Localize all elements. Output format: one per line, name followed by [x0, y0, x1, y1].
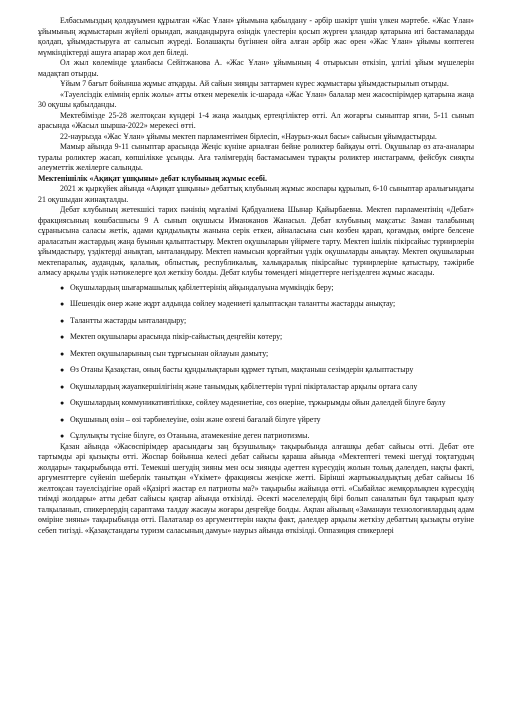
bullet-icon: ●: [60, 349, 65, 358]
list-item: ● Сұлулықты түсіне білуге, өз Отанына, атамекеніне деген патриотизмы.: [60, 431, 310, 440]
paragraph-independence-event: «Тәуелсіздік елімнің ерлік жолы» атты өткен мерекелік іс-шарада «Жас Ұлан» балалар мен жасөспірімдер қатарына жаңа 30 оқушы қабылданды.: [38, 89, 474, 109]
list-item: ● Оқушылардың жауапкершілігінің және танымдық қабілеттерін түрлі пікірталастар арқылы ортаға салу: [60, 381, 418, 391]
paragraph-club-description: Дебат клубының жетекшісі тарих пәнінің мұғалімі Қабдуалиева Шынар Қайырбаевна. Мектеп парламентінің «Дебат» фракциясының көшбасшысы 9 А сынып оқушысы Иманжанов Жанасыл. Дебат клубының мақсаты: Заман талабының сұранысына саласы жетік, адами құндылықты жанына серік еткен, айналасына сын көзбен қарап, қоғамдық өмірге белсене араласатын жастардың жаңа буынын қалыптастыру. Мектеп оқушыларын үйірмеге тарту. Мектеп ішілік пікірсайыс турнирлерін ұйымдастыру, үздіктерді анықтап, ынталандыру. Мектеп намысын қорғайтын үздік оқушыларды анықтау. Мектеп оқушыларын мектепаралық, аудандық, қалалық, облыстық, республикалық, халықаралық пікірсайыс турнирлеріне қатыстыру, тәжірибе алмасу арқылы үздік нәтижелерге қол жеткізу болды. Дебат клубы төмендегі міндеттерге негізделген жұмыс жасады.: [38, 205, 474, 277]
document-page: [38, 16, 474, 536]
paragraph-directions: Ұйым 7 бағыт бойынша жұмыс атқарды. Ай сайын зияңды заттармен күрес жұмыстары ұйымдастырылып отырды.: [60, 79, 449, 88]
paragraph-debates-summary: Қазан айында «Жасөспірімдер арасындағы заң бұзушылық» тақырыбында алғашқы дебат сайысы өтті. Дебат өте тартымды әрі қызықты өтті. Жоспар бойынша келесі дебат сайысы қараша айында «Мектептегі темекі шегуді тоқтатудың жолдары» тақырыбында өтті. Темекші шегудің зияны мен осы зиянды әдеттен күресудің жолын толық дәлелдеп, нақты факті, аргументтерге сүйеніп шеберлік танытқан «Үкімет» фракциясы жеңіске жетті. Бірінші жартыжылдықтың дебат сайысы 16 желтоқсан тәуелсіздігіне орай «Қазіргі жастар ел патриоты ма?» тақырыбы жайында өтті. «Сыбайлас жемқорлықпен күресудің тиімді жолдары» атты дебат сайысы қаңтар айында өткізілді. Әсекті мәселелердің бірі болып саналатын бұл тақырып қызу талқыланып, спикерлердің сараптама талдау жасауы жоғары деңгейде болды. Ақпан айының «Заманауи технологиялардың адам өміріне зияны» тақырыбында өтті. Палаталар өз аргументтерін нақты факт, дәлелдер арқылы жеткізу дебаттың қызықты өтуіне себеп тигізді. «Қазақстандағы туризм саласының дамуы» наурыз айында өткізілді. Оппазиция спикерлері: [38, 441, 474, 535]
list-item: ● Оқушылардың шығармашылық қабілеттерінің айқындалуына мүмкіндік беру;: [60, 282, 334, 292]
bullet-icon: ●: [60, 333, 65, 341]
bullet-icon: ●: [60, 316, 65, 325]
paragraph-new-year: Мектебімізде 25-28 желтоқсан күндері 1-4 жаңа жылдық ертеңгіліктер өтті. Ал жоғарғы сыныптар ягни, 5-11 сынып арасында «Жасыл шырша-2022» мерекесі өтті.: [38, 110, 474, 130]
objectives-list: [38, 283, 474, 442]
bullet-icon: ●: [60, 366, 65, 374]
list-item: ● Оқушының өзін – өзі тәрбиелеуіне, өзін және өзгені бағалай білуге үйрету: [60, 414, 321, 424]
list-item: ● Өз Отаны Қазақстан, оның басты құндылықтарын құрмет тұтып, мақтаныш сезімдерін қалыптастыру: [60, 365, 414, 374]
section-heading: Мектепішілік «Ақиқат ұшқыны» дебат клубының жұмыс есебі.: [38, 173, 267, 183]
bullet-icon: ●: [60, 399, 65, 407]
list-item: ● Мектеп оқушылары арасында пікір-сайыстың деңгейін көтеру;: [60, 332, 283, 341]
paragraph-sessions: Ол жыл көлемінде ұланбасы Сейітжанова А. «Жас Ұлан» ұйымының 4 отырысын өткізіп, ұлгілі ұйым мүшелерін мадақтап отырды.: [38, 58, 474, 78]
list-item: ● Мектеп оқушыларының сын тұрғысынан ойлауын дамыту;: [60, 348, 269, 358]
list-item: ● Оқушылардың коммуникативтілікке, сөйлеу мәдениетіне, сөз өнеріне, тұжырымды ойын дәлелдей білуге баулу: [60, 398, 446, 407]
bullet-icon: ●: [60, 300, 65, 308]
bullet-icon: ●: [60, 382, 65, 391]
bullet-icon: ●: [60, 415, 65, 424]
list-item: ● Шешендік өнер және жұрт алдында сөйлеу мәдениеті қалыптасқан талантты жастарды анықтау;: [60, 299, 396, 308]
paragraph-victory-day: Мамыр айында 9-11 сыныптар арасында Жеңіс күніне арналған бейне роликтер байқауы өтті. Оқушылар өз ата-аналары туралы роликтер жасап, көпшілікке ұсынды. Аға тәлімгердің бастамасымен тұрақты роликтер инстаграмм, фейсбук сияқты әлеуметтік желілерге салынды.: [38, 142, 474, 172]
paragraph-intro: Елбасымыздың қолдауымен құрылған «Жас Ұлан» ұйымына қабылдану - әрбір шәкірт үшін үлкен мәртебе. «Жас Ұлан» ұйымының жұмыстарын жүйелі орындап, жандандыруға өзіндік үлестерін қосып жүрген ұландар қатарына игі бастамаларды қолдап, ұйымдастыруға ат салысып жүреді. Болашақты бүгіннен ойға алған әрбір жас өрен «Жас Ұлан» ұйымы көптеген мүмкіндіктерді ашуға апарар жол деп біледі.: [38, 16, 474, 57]
paragraph-club: 2021 ж қыркүйек айында «Ақиқат ұшқыны» дебаттық клубының жұмыс жоспары құрылып, 6-10 сыныптар аралығындағы 21 оқушыдан жинақталды.: [38, 184, 474, 204]
paragraph-nauryz: 22-наурызда «Жас Ұлан» ұйымы мектеп парламентімен бірлесіп, «Наурыз-жыл басы» сайысын ұйымдастырды.: [60, 131, 437, 141]
bullet-icon: ●: [60, 432, 65, 440]
bullet-icon: ●: [60, 283, 65, 292]
list-item: ● Талантты жастарды ынталандыру;: [60, 315, 187, 325]
